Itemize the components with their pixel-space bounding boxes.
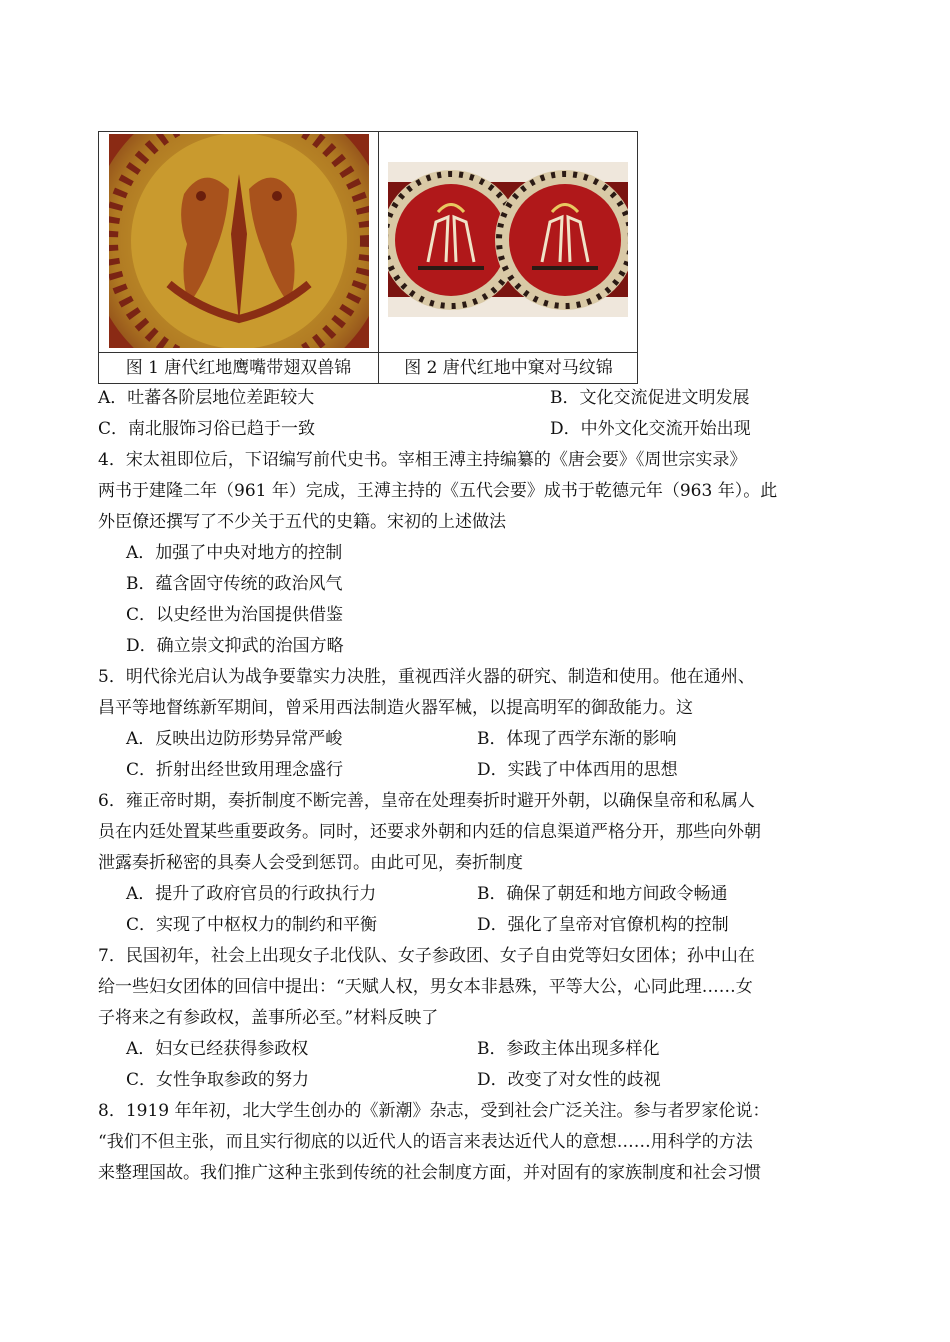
q4-option-c: C．以史经世为治国提供借鉴: [126, 605, 344, 625]
q8-stem-line: “我们不但主张，而且实行彻底的以近代人的语言来表达近代人的意想……用科学的方法: [98, 1132, 753, 1152]
q5-option-a: A．反映出边防形势异常严峻: [126, 729, 343, 749]
q7-option-a: A．妇女已经获得参政权: [126, 1039, 309, 1059]
q6-option-d: D．强化了皇帝对官僚机构的控制: [477, 915, 729, 935]
q3-option-b: B．文化交流促进文明发展: [550, 388, 750, 408]
q7-option-b: B．参政主体出现多样化: [477, 1039, 660, 1059]
q4-stem-line: 外臣僚还撰写了不少关于五代的史籍。宋初的上述做法: [98, 512, 506, 532]
q5-stem-line: 昌平等地督练新军期间，曾采用西法制造火器军械，以提高明军的御敌能力。这: [98, 698, 693, 718]
q4-option-d: D．确立崇文抑武的治国方略: [126, 636, 344, 656]
q8-stem-line: 来整理国故。我们推广这种主张到传统的社会制度方面，并对固有的家族制度和社会习惯: [98, 1163, 761, 1183]
q4-option-a: A．加强了中央对地方的控制: [126, 543, 343, 563]
q3-option-d: D．中外文化交流开始出现: [550, 419, 751, 439]
q5-stem-line: 5．明代徐光启认为战争要靠实力决胜，重视西洋火器的研究、制造和使用。他在通州、: [98, 667, 755, 687]
q6-stem-line: 员在内廷处置某些重要政务。同时，还要求外朝和内廷的信息渠道严格分开，那些向外朝: [98, 822, 761, 842]
tang-eagle-beak-winged-beasts-brocade-image: [109, 134, 369, 348]
q4-stem-line: 两书于建隆二年（961 年）完成，王溥主持的《五代会要》成书于乾德元年（963 年）。此: [98, 481, 778, 501]
q6-option-b: B．确保了朝廷和地方间政令畅通: [477, 884, 728, 904]
q7-stem-line: 子将来之有参政权，盖事所必至。”材料反映了: [98, 1008, 439, 1028]
q4-stem-line: 4．宋太祖即位后，下诏编写前代史书。宰相王溥主持编纂的《唐会要》《周世宗实录》: [98, 450, 747, 470]
tang-paired-horses-roundel-brocade-image: [388, 162, 628, 317]
q7-stem-line: 给一些妇女团体的回信中提出：“天赋人权，男女本非悬殊，平等大公，心同此理……女: [98, 977, 753, 997]
q3-option-c: C．南北服饰习俗已趋于一致: [98, 419, 316, 439]
figure-2-caption: 图 2 唐代红地中窠对马纹锦: [404, 358, 613, 378]
q6-stem-line: 6．雍正帝时期，奏折制度不断完善，皇帝在处理奏折时避开外朝，以确保皇帝和私属人: [98, 791, 755, 811]
figure-1-caption: 图 1 唐代红地鹰嘴带翅双兽锦: [125, 358, 352, 378]
q7-option-c: C．女性争取参政的努力: [126, 1070, 310, 1090]
q5-option-c: C．折射出经世致用理念盛行: [126, 760, 344, 780]
q6-stem-line: 泄露奏折秘密的具奏人会受到惩罚。由此可见，奏折制度: [98, 853, 523, 873]
q7-stem-line: 7．民国初年，社会上出现女子北伐队、女子参政团、女子自由党等妇女团体；孙中山在: [98, 946, 755, 966]
q6-option-c: C．实现了中枢权力的制约和平衡: [126, 915, 378, 935]
table-divider: [378, 132, 379, 383]
q3-option-a: A．吐蕃各阶层地位差距较大: [98, 388, 315, 408]
q5-option-b: B．体现了西学东渐的影响: [477, 729, 677, 749]
q4-option-b: B．蕴含固守传统的政治风气: [126, 574, 343, 594]
q8-stem-line: 8．1919 年年初，北大学生创办的《新潮》杂志，受到社会广泛关注。参与者罗家伦说：: [98, 1101, 770, 1121]
q5-option-d: D．实践了中体西用的思想: [477, 760, 678, 780]
q7-option-d: D．改变了对女性的歧视: [477, 1070, 661, 1090]
q6-option-a: A．提升了政府官员的行政执行力: [126, 884, 377, 904]
figure-table: [98, 131, 638, 384]
